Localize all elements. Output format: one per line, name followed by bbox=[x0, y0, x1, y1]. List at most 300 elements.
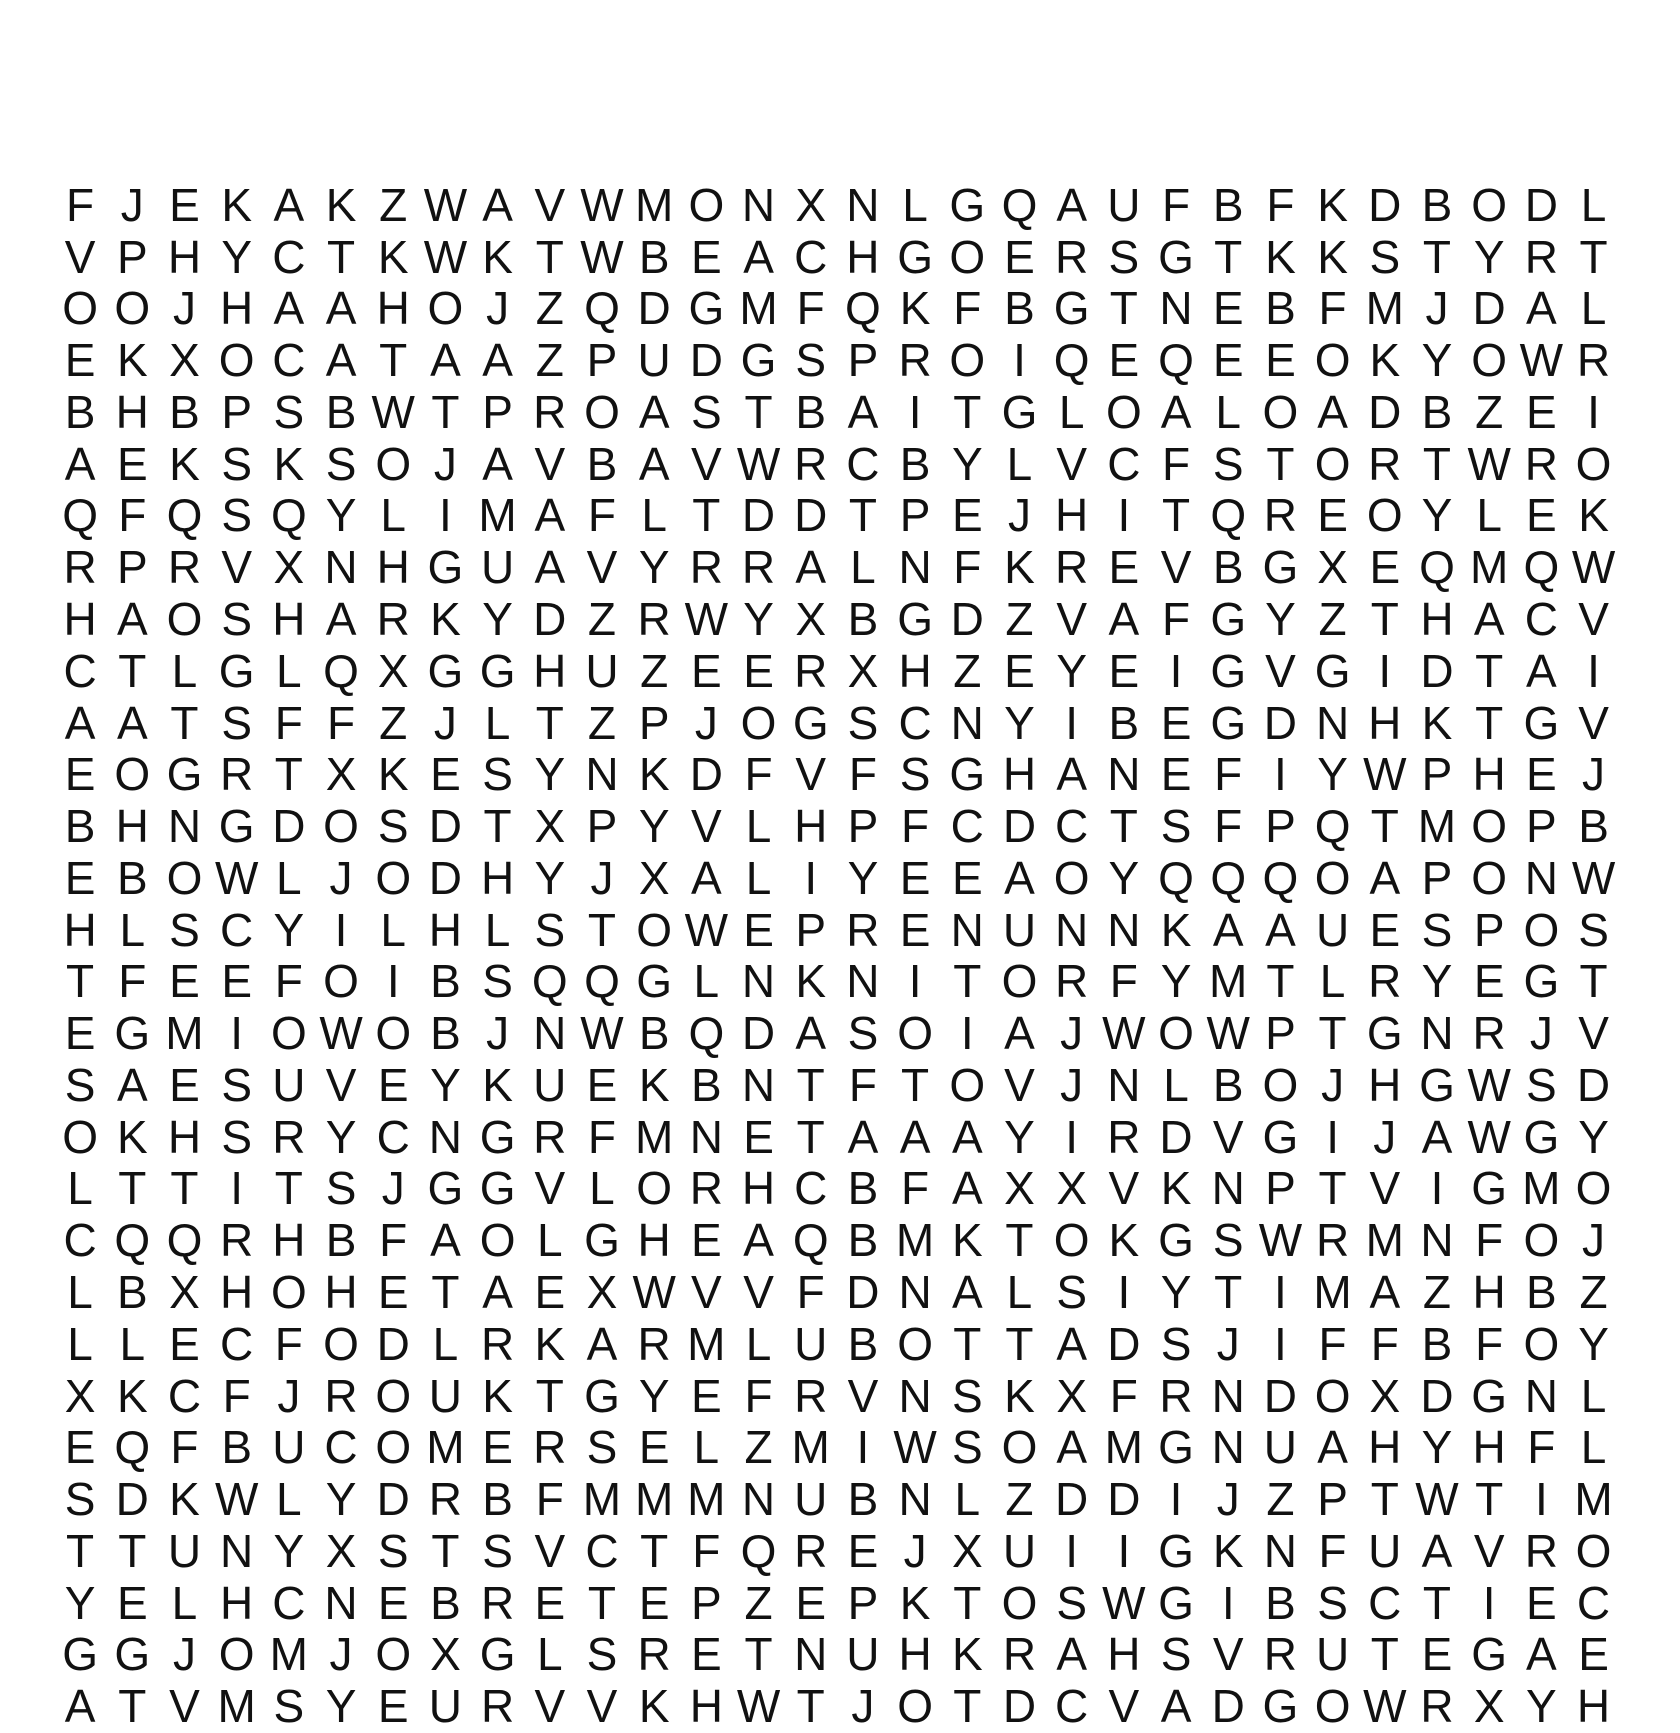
grid-letter[interactable]: P bbox=[847, 334, 879, 387]
grid-letter[interactable]: S bbox=[1160, 800, 1192, 853]
grid-letter[interactable]: P bbox=[1421, 851, 1453, 904]
grid-letter[interactable]: N bbox=[1211, 1369, 1245, 1422]
grid-letter[interactable]: O bbox=[584, 385, 620, 438]
grid-letter[interactable]: R bbox=[1368, 955, 1402, 1008]
grid-letter[interactable]: Y bbox=[325, 1473, 357, 1526]
grid-letter[interactable]: S bbox=[1578, 903, 1609, 956]
grid-letter[interactable]: S bbox=[221, 437, 252, 490]
grid-letter[interactable]: O bbox=[427, 282, 464, 335]
grid-letter[interactable]: N bbox=[1524, 851, 1558, 904]
grid-letter[interactable]: T bbox=[1370, 593, 1399, 646]
grid-letter[interactable]: T bbox=[535, 696, 564, 749]
grid-letter[interactable]: R bbox=[533, 1421, 567, 1474]
grid-letter[interactable]: Q bbox=[1158, 334, 1194, 387]
grid-letter[interactable]: B bbox=[1265, 282, 1296, 335]
grid-letter[interactable]: H bbox=[741, 1162, 776, 1215]
grid-letter[interactable]: A bbox=[325, 593, 357, 646]
grid-letter[interactable]: V bbox=[743, 1265, 774, 1318]
grid-letter[interactable]: C bbox=[324, 1421, 358, 1474]
grid-letter[interactable]: G bbox=[949, 178, 986, 231]
grid-letter[interactable]: V bbox=[1369, 1162, 1401, 1215]
grid-letter[interactable]: B bbox=[1526, 1265, 1557, 1318]
grid-letter[interactable]: X bbox=[430, 1628, 461, 1681]
grid-letter[interactable]: E bbox=[1421, 1628, 1453, 1681]
grid-letter[interactable]: R bbox=[1002, 1628, 1037, 1681]
grid-letter[interactable]: R bbox=[637, 1317, 671, 1370]
grid-letter[interactable]: W bbox=[1102, 1576, 1146, 1629]
grid-letter[interactable]: G bbox=[1366, 1007, 1403, 1060]
grid-letter[interactable]: Y bbox=[482, 593, 513, 646]
grid-letter[interactable]: T bbox=[170, 1162, 199, 1215]
grid-letter[interactable]: A bbox=[1526, 1628, 1557, 1681]
grid-letter[interactable]: O bbox=[1314, 1680, 1351, 1733]
grid-letter[interactable]: Z bbox=[587, 696, 617, 749]
grid-letter[interactable]: A bbox=[1160, 385, 1192, 438]
grid-letter[interactable]: N bbox=[324, 1576, 358, 1629]
grid-letter[interactable]: Z bbox=[744, 1421, 773, 1474]
grid-letter[interactable]: X bbox=[795, 178, 827, 231]
grid-letter[interactable]: Q bbox=[1158, 851, 1194, 904]
grid-letter[interactable]: K bbox=[116, 1110, 148, 1163]
grid-letter[interactable]: E bbox=[169, 955, 200, 1008]
grid-letter[interactable]: I bbox=[1117, 1265, 1131, 1318]
grid-letter[interactable]: X bbox=[64, 1369, 96, 1422]
grid-letter[interactable]: K bbox=[482, 1369, 513, 1422]
grid-letter[interactable]: J bbox=[1582, 748, 1606, 801]
grid-letter[interactable]: H bbox=[689, 1680, 723, 1733]
grid-letter[interactable]: J bbox=[329, 1628, 353, 1681]
grid-letter[interactable]: E bbox=[1108, 541, 1140, 594]
grid-letter[interactable]: P bbox=[586, 334, 618, 387]
grid-letter[interactable]: W bbox=[580, 1007, 624, 1060]
grid-letter[interactable]: B bbox=[899, 437, 931, 490]
grid-letter[interactable]: X bbox=[795, 593, 827, 646]
grid-letter[interactable]: Q bbox=[1210, 489, 1247, 542]
grid-letter[interactable]: K bbox=[116, 334, 148, 387]
grid-letter[interactable]: L bbox=[171, 644, 198, 697]
grid-letter[interactable]: F bbox=[1161, 178, 1191, 231]
grid-letter[interactable]: T bbox=[66, 1524, 95, 1577]
grid-letter[interactable]: O bbox=[740, 696, 777, 749]
grid-letter[interactable]: O bbox=[1314, 437, 1351, 490]
grid-letter[interactable]: G bbox=[897, 230, 933, 283]
grid-letter[interactable]: Z bbox=[744, 1576, 773, 1629]
grid-letter[interactable]: F bbox=[953, 282, 982, 335]
grid-letter[interactable]: Y bbox=[847, 851, 879, 904]
grid-letter[interactable]: O bbox=[949, 334, 986, 387]
grid-letter[interactable]: Y bbox=[1578, 1110, 1609, 1163]
grid-letter[interactable]: T bbox=[1266, 955, 1295, 1008]
grid-letter[interactable]: S bbox=[534, 903, 566, 956]
grid-letter[interactable]: O bbox=[1471, 851, 1508, 904]
grid-letter[interactable]: E bbox=[377, 1058, 409, 1111]
grid-letter[interactable]: O bbox=[1523, 1214, 1560, 1267]
grid-letter[interactable]: E bbox=[116, 1576, 148, 1629]
grid-letter[interactable]: K bbox=[169, 1473, 200, 1526]
grid-letter[interactable]: X bbox=[273, 541, 305, 594]
grid-letter[interactable]: C bbox=[794, 230, 828, 283]
grid-letter[interactable]: L bbox=[745, 800, 772, 853]
grid-letter[interactable]: E bbox=[430, 748, 461, 801]
grid-letter[interactable]: K bbox=[638, 748, 670, 801]
grid-letter[interactable]: D bbox=[1107, 1473, 1141, 1526]
grid-letter[interactable]: F bbox=[66, 178, 95, 231]
grid-letter[interactable]: Q bbox=[740, 1524, 777, 1577]
grid-letter[interactable]: P bbox=[1421, 748, 1453, 801]
grid-letter[interactable]: E bbox=[1160, 748, 1192, 801]
grid-letter[interactable]: B bbox=[1212, 541, 1244, 594]
grid-letter[interactable]: C bbox=[220, 1317, 254, 1370]
grid-letter[interactable]: T bbox=[1318, 1007, 1347, 1060]
grid-letter[interactable]: D bbox=[741, 489, 776, 542]
grid-letter[interactable]: M bbox=[739, 282, 778, 335]
grid-letter[interactable]: E bbox=[116, 437, 148, 490]
grid-letter[interactable]: V bbox=[691, 1265, 722, 1318]
grid-letter[interactable]: M bbox=[634, 1473, 674, 1526]
grid-letter[interactable]: K bbox=[1317, 178, 1348, 231]
grid-letter[interactable]: D bbox=[376, 1473, 410, 1526]
grid-letter[interactable]: A bbox=[847, 385, 879, 438]
grid-letter[interactable]: F bbox=[901, 1162, 930, 1215]
grid-letter[interactable]: U bbox=[272, 1058, 306, 1111]
grid-letter[interactable]: V bbox=[534, 178, 566, 231]
grid-letter[interactable]: H bbox=[1472, 1265, 1506, 1318]
grid-letter[interactable]: C bbox=[167, 1369, 202, 1422]
grid-letter[interactable]: S bbox=[482, 748, 513, 801]
grid-letter[interactable]: B bbox=[1421, 385, 1453, 438]
grid-letter[interactable]: O bbox=[1314, 1369, 1351, 1422]
grid-letter[interactable]: R bbox=[480, 1317, 515, 1370]
grid-letter[interactable]: R bbox=[689, 541, 723, 594]
grid-letter[interactable]: H bbox=[1002, 748, 1037, 801]
grid-letter[interactable]: H bbox=[167, 230, 202, 283]
grid-letter[interactable]: L bbox=[589, 1162, 615, 1215]
grid-letter[interactable]: H bbox=[220, 1265, 254, 1318]
grid-letter[interactable]: O bbox=[375, 437, 412, 490]
grid-letter[interactable]: S bbox=[951, 1369, 983, 1422]
grid-letter[interactable]: Q bbox=[1053, 334, 1090, 387]
grid-letter[interactable]: H bbox=[220, 1576, 254, 1629]
grid-letter[interactable]: A bbox=[1056, 748, 1087, 801]
grid-letter[interactable]: E bbox=[64, 1007, 96, 1060]
grid-letter[interactable]: U bbox=[1368, 1524, 1402, 1577]
grid-letter[interactable]: N bbox=[898, 1265, 932, 1318]
grid-letter[interactable]: V bbox=[169, 1680, 200, 1733]
grid-letter[interactable]: M bbox=[1365, 282, 1404, 335]
grid-letter[interactable]: A bbox=[1526, 644, 1557, 697]
grid-letter[interactable]: A bbox=[482, 1265, 513, 1318]
grid-letter[interactable]: U bbox=[1002, 1524, 1037, 1577]
grid-letter[interactable]: Q bbox=[688, 1007, 725, 1060]
grid-letter[interactable]: U bbox=[1002, 903, 1037, 956]
grid-letter[interactable]: O bbox=[114, 282, 151, 335]
grid-letter[interactable]: X bbox=[377, 644, 409, 697]
grid-letter[interactable]: R bbox=[898, 334, 932, 387]
grid-letter[interactable]: W bbox=[423, 230, 468, 283]
grid-letter[interactable]: T bbox=[587, 903, 617, 956]
grid-letter[interactable]: E bbox=[1526, 385, 1557, 438]
grid-letter[interactable]: N bbox=[1420, 1214, 1454, 1267]
grid-letter[interactable]: A bbox=[430, 1214, 461, 1267]
grid-letter[interactable]: K bbox=[951, 1214, 983, 1267]
grid-letter[interactable]: M bbox=[426, 1421, 465, 1474]
grid-letter[interactable]: T bbox=[379, 334, 408, 387]
grid-letter[interactable]: E bbox=[1212, 282, 1244, 335]
grid-letter[interactable]: F bbox=[274, 1317, 303, 1370]
grid-letter[interactable]: K bbox=[377, 230, 409, 283]
grid-letter[interactable]: R bbox=[1055, 541, 1089, 594]
grid-letter[interactable]: S bbox=[64, 1058, 96, 1111]
grid-letter[interactable]: U bbox=[794, 1317, 828, 1370]
grid-letter[interactable]: S bbox=[1160, 1628, 1192, 1681]
grid-letter[interactable]: G bbox=[479, 1162, 516, 1215]
grid-letter[interactable]: X bbox=[325, 1524, 357, 1577]
grid-letter[interactable]: S bbox=[1212, 437, 1244, 490]
grid-letter[interactable]: Z bbox=[587, 593, 617, 646]
grid-letter[interactable]: N bbox=[689, 1110, 723, 1163]
grid-letter[interactable]: Q bbox=[323, 644, 359, 697]
grid-letter[interactable]: X bbox=[1317, 541, 1348, 594]
grid-letter[interactable]: S bbox=[1421, 903, 1453, 956]
grid-letter[interactable]: L bbox=[1319, 955, 1346, 1008]
grid-letter[interactable]: O bbox=[949, 1058, 986, 1111]
grid-letter[interactable]: V bbox=[1056, 593, 1087, 646]
grid-letter[interactable]: A bbox=[847, 1110, 879, 1163]
grid-letter[interactable]: D bbox=[689, 748, 723, 801]
grid-letter[interactable]: A bbox=[951, 1162, 983, 1215]
grid-letter[interactable]: W bbox=[1467, 1058, 1511, 1111]
grid-letter[interactable]: N bbox=[1524, 1369, 1558, 1422]
grid-letter[interactable]: J bbox=[1582, 1214, 1606, 1267]
grid-letter[interactable]: R bbox=[376, 593, 410, 646]
grid-letter[interactable]: K bbox=[273, 437, 305, 490]
grid-letter[interactable]: T bbox=[796, 1058, 825, 1111]
grid-letter[interactable]: W bbox=[1571, 541, 1616, 594]
grid-letter[interactable]: T bbox=[535, 1369, 564, 1422]
grid-letter[interactable]: R bbox=[167, 541, 202, 594]
grid-letter[interactable]: D bbox=[1420, 1369, 1454, 1422]
grid-letter[interactable]: F bbox=[796, 282, 825, 335]
grid-letter[interactable]: R bbox=[637, 1628, 671, 1681]
grid-letter[interactable]: W bbox=[736, 437, 781, 490]
grid-letter[interactable]: O bbox=[1314, 851, 1351, 904]
grid-letter[interactable]: C bbox=[272, 230, 306, 283]
grid-letter[interactable]: A bbox=[1108, 593, 1140, 646]
grid-letter[interactable]: R bbox=[637, 593, 671, 646]
grid-letter[interactable]: T bbox=[796, 1110, 825, 1163]
grid-letter[interactable]: M bbox=[1417, 800, 1457, 853]
grid-letter[interactable]: B bbox=[169, 385, 200, 438]
grid-letter[interactable]: A bbox=[273, 178, 305, 231]
grid-letter[interactable]: V bbox=[1004, 1058, 1035, 1111]
grid-letter[interactable]: W bbox=[736, 1680, 781, 1733]
grid-letter[interactable]: I bbox=[1169, 1473, 1183, 1526]
grid-letter[interactable]: L bbox=[1163, 1058, 1189, 1111]
grid-letter[interactable]: Z bbox=[1475, 385, 1504, 438]
grid-letter[interactable]: E bbox=[899, 851, 931, 904]
grid-letter[interactable]: F bbox=[274, 696, 303, 749]
grid-letter[interactable]: O bbox=[114, 748, 151, 801]
grid-letter[interactable]: J bbox=[1216, 1317, 1240, 1370]
grid-letter[interactable]: G bbox=[62, 1628, 98, 1681]
grid-letter[interactable]: Y bbox=[325, 1680, 357, 1733]
grid-letter[interactable]: A bbox=[1317, 385, 1348, 438]
grid-letter[interactable]: E bbox=[169, 1058, 200, 1111]
grid-letter[interactable]: L bbox=[1006, 1265, 1033, 1318]
grid-letter[interactable]: M bbox=[269, 1628, 308, 1681]
grid-letter[interactable]: F bbox=[953, 541, 982, 594]
grid-letter[interactable]: X bbox=[638, 851, 670, 904]
grid-letter[interactable]: G bbox=[1158, 1576, 1194, 1629]
grid-letter[interactable]: V bbox=[586, 1680, 618, 1733]
grid-letter[interactable]: H bbox=[324, 1265, 358, 1318]
grid-letter[interactable]: E bbox=[1108, 644, 1140, 697]
grid-letter[interactable]: Y bbox=[638, 1369, 670, 1422]
grid-letter[interactable]: I bbox=[804, 851, 818, 904]
grid-letter[interactable]: F bbox=[796, 1265, 825, 1318]
grid-letter[interactable]: E bbox=[64, 851, 96, 904]
grid-letter[interactable]: T bbox=[1109, 282, 1138, 335]
grid-letter[interactable]: V bbox=[325, 1058, 357, 1111]
grid-letter[interactable]: H bbox=[115, 800, 149, 853]
grid-letter[interactable]: U bbox=[637, 334, 671, 387]
grid-letter[interactable]: L bbox=[693, 955, 720, 1008]
grid-letter[interactable]: I bbox=[960, 1007, 974, 1060]
grid-letter[interactable]: W bbox=[1258, 1214, 1303, 1267]
grid-letter[interactable]: T bbox=[1161, 489, 1191, 542]
grid-letter[interactable]: O bbox=[688, 178, 725, 231]
grid-letter[interactable]: X bbox=[1056, 1369, 1087, 1422]
grid-letter[interactable]: H bbox=[1368, 1421, 1402, 1474]
grid-letter[interactable]: H bbox=[115, 385, 149, 438]
grid-letter[interactable]: A bbox=[586, 1317, 618, 1370]
grid-letter[interactable]: M bbox=[895, 1214, 935, 1267]
grid-letter[interactable]: R bbox=[794, 644, 828, 697]
grid-letter[interactable]: Y bbox=[1421, 489, 1453, 542]
grid-letter[interactable]: N bbox=[741, 1058, 776, 1111]
grid-letter[interactable]: D bbox=[115, 1473, 149, 1526]
grid-letter[interactable]: C bbox=[272, 334, 306, 387]
grid-letter[interactable]: V bbox=[1056, 437, 1087, 490]
grid-letter[interactable]: X bbox=[1004, 1162, 1035, 1215]
grid-letter[interactable]: G bbox=[427, 644, 464, 697]
grid-letter[interactable]: D bbox=[1055, 1473, 1089, 1526]
grid-letter[interactable]: R bbox=[533, 1110, 567, 1163]
grid-letter[interactable]: N bbox=[1315, 696, 1350, 749]
grid-letter[interactable]: W bbox=[423, 178, 468, 231]
grid-letter[interactable]: W bbox=[214, 1473, 259, 1526]
grid-letter[interactable]: F bbox=[1214, 800, 1243, 853]
grid-letter[interactable]: L bbox=[171, 1576, 198, 1629]
grid-letter[interactable]: M bbox=[634, 1110, 674, 1163]
grid-letter[interactable]: T bbox=[587, 1576, 617, 1629]
grid-letter[interactable]: O bbox=[636, 903, 673, 956]
grid-letter[interactable]: Z bbox=[535, 334, 564, 387]
grid-letter[interactable]: B bbox=[325, 385, 357, 438]
grid-letter[interactable]: I bbox=[908, 385, 922, 438]
grid-letter[interactable]: F bbox=[1318, 1317, 1347, 1370]
grid-letter[interactable]: Y bbox=[1004, 696, 1035, 749]
grid-letter[interactable]: E bbox=[743, 1110, 774, 1163]
grid-letter[interactable]: O bbox=[1575, 1162, 1612, 1215]
grid-letter[interactable]: T bbox=[431, 1524, 460, 1577]
grid-letter[interactable]: M bbox=[791, 1421, 830, 1474]
grid-letter[interactable]: L bbox=[484, 696, 511, 749]
grid-letter[interactable]: V bbox=[534, 1680, 566, 1733]
grid-letter[interactable]: L bbox=[380, 903, 407, 956]
grid-letter[interactable]: F bbox=[326, 696, 356, 749]
grid-letter[interactable]: E bbox=[64, 1421, 96, 1474]
grid-letter[interactable]: N bbox=[167, 800, 202, 853]
grid-letter[interactable]: S bbox=[221, 1110, 252, 1163]
grid-letter[interactable]: J bbox=[1060, 1058, 1084, 1111]
grid-letter[interactable]: I bbox=[1534, 1473, 1548, 1526]
grid-letter[interactable]: C bbox=[1576, 1576, 1611, 1629]
grid-letter[interactable]: J bbox=[433, 696, 457, 749]
grid-letter[interactable]: G bbox=[1158, 1214, 1194, 1267]
grid-letter[interactable]: W bbox=[1415, 1473, 1459, 1526]
grid-letter[interactable]: A bbox=[482, 178, 513, 231]
grid-letter[interactable]: R bbox=[220, 748, 254, 801]
grid-letter[interactable]: B bbox=[1004, 282, 1035, 335]
grid-letter[interactable]: L bbox=[276, 1473, 302, 1526]
grid-letter[interactable]: W bbox=[1571, 851, 1616, 904]
grid-letter[interactable]: N bbox=[1107, 903, 1141, 956]
grid-letter[interactable]: A bbox=[951, 1265, 983, 1318]
grid-letter[interactable]: N bbox=[794, 1628, 828, 1681]
grid-letter[interactable]: I bbox=[1274, 1265, 1287, 1318]
grid-letter[interactable]: S bbox=[586, 1421, 618, 1474]
grid-letter[interactable]: T bbox=[953, 1317, 982, 1370]
grid-letter[interactable]: J bbox=[277, 1369, 301, 1422]
grid-letter[interactable]: Y bbox=[1421, 955, 1453, 1008]
grid-letter[interactable]: R bbox=[220, 1214, 254, 1267]
grid-letter[interactable]: N bbox=[950, 696, 984, 749]
grid-letter[interactable]: H bbox=[376, 282, 410, 335]
grid-letter[interactable]: B bbox=[691, 1058, 722, 1111]
grid-letter[interactable]: Q bbox=[62, 489, 98, 542]
grid-letter[interactable]: P bbox=[586, 800, 618, 853]
grid-letter[interactable]: F bbox=[848, 748, 877, 801]
grid-letter[interactable]: I bbox=[439, 489, 452, 542]
grid-letter[interactable]: G bbox=[792, 696, 829, 749]
grid-letter[interactable]: R bbox=[480, 1576, 515, 1629]
grid-letter[interactable]: S bbox=[1526, 1058, 1557, 1111]
grid-letter[interactable]: G bbox=[1210, 593, 1247, 646]
grid-letter[interactable]: H bbox=[272, 593, 306, 646]
grid-letter[interactable]: F bbox=[848, 1058, 877, 1111]
grid-letter[interactable]: N bbox=[1211, 1162, 1245, 1215]
grid-letter[interactable]: G bbox=[584, 1369, 620, 1422]
grid-letter[interactable]: J bbox=[1216, 1473, 1240, 1526]
grid-letter[interactable]: T bbox=[953, 385, 982, 438]
grid-letter[interactable]: D bbox=[689, 334, 723, 387]
grid-letter[interactable]: Q bbox=[1523, 541, 1560, 594]
grid-letter[interactable]: G bbox=[479, 1110, 516, 1163]
grid-letter[interactable]: D bbox=[1368, 385, 1402, 438]
grid-letter[interactable]: P bbox=[1265, 1162, 1296, 1215]
grid-letter[interactable]: V bbox=[534, 1524, 566, 1577]
grid-letter[interactable]: B bbox=[847, 1473, 879, 1526]
grid-letter[interactable]: V bbox=[586, 541, 618, 594]
grid-letter[interactable]: D bbox=[950, 593, 984, 646]
grid-letter[interactable]: C bbox=[1107, 437, 1141, 490]
grid-letter[interactable]: I bbox=[1274, 748, 1287, 801]
grid-letter[interactable]: D bbox=[846, 1265, 880, 1318]
grid-letter[interactable]: A bbox=[64, 696, 96, 749]
grid-letter[interactable]: U bbox=[480, 541, 515, 594]
grid-letter[interactable]: B bbox=[586, 437, 618, 490]
